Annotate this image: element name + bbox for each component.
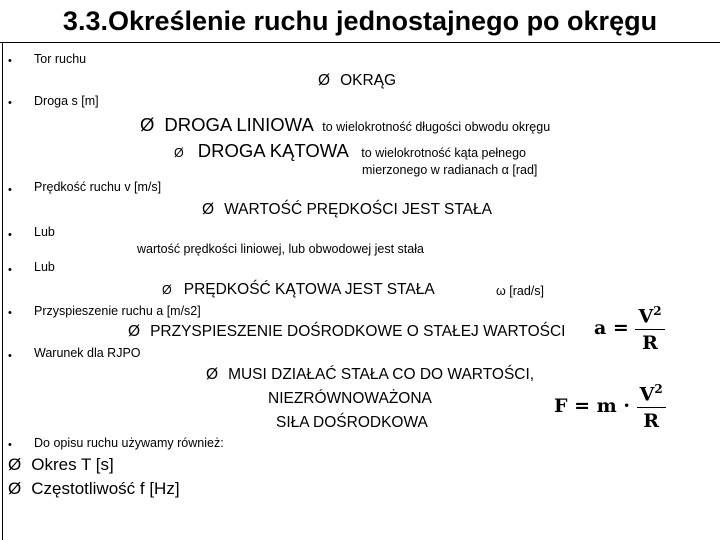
bullet-icon: •: [8, 97, 12, 109]
item-droga: Droga s [m]: [34, 94, 99, 108]
bullet-icon: •: [8, 264, 12, 276]
bullet-icon: •: [8, 229, 12, 241]
item-tor-ruchu: Tor ruchu: [34, 52, 87, 66]
musi-line-2: NIEZRÓWNOWAŻONA: [268, 390, 432, 407]
list-item-okres: Ø Okres T [s]: [8, 455, 114, 474]
arrow-icon: Ø: [202, 201, 215, 218]
bullet-icon: •: [8, 350, 12, 362]
title-underline: [0, 42, 720, 43]
formula-force: F = m · $\frac{V^2}{R}$: [554, 382, 666, 432]
katowa-unit: ω [rad/s]: [496, 284, 544, 298]
answer-droga-liniowa: Ø DROGA LINIOWA to wielokrotność długości obwodu okręgu: [140, 114, 551, 135]
item-opis: Do opisu ruchu używamy również:: [34, 436, 224, 450]
arrow-icon: Ø: [318, 72, 331, 89]
droga-katowa-note-2: mierzonego w radianach α [rad]: [362, 163, 538, 177]
page-title: 3.3.Określenie ruchu jednostajnego po okręgu: [62, 6, 658, 36]
item-lub-1: Lub: [34, 225, 55, 239]
bullet-icon: •: [8, 55, 12, 67]
item-przyspieszenie: Przyspieszenie ruchu a [m/s2]: [34, 304, 201, 318]
musi-line-3: SIŁA DOŚRODKOWA: [276, 414, 428, 431]
answer-okrag: Ø OKRĄG: [318, 72, 397, 89]
formula-acceleration: a = $\frac{V^2}{R}$: [594, 304, 665, 354]
item-predkosc: Prędkość ruchu v [m/s]: [34, 180, 162, 194]
arrow-icon: Ø: [128, 323, 141, 340]
answer-dosrodkowe: Ø PRZYSPIESZENIE DOŚRODKOWE O STAŁEJ WARTOŚCI: [128, 323, 566, 340]
answer-wartosc: Ø WARTOŚĆ PRĘDKOŚCI JEST STAŁA: [202, 201, 492, 218]
bullet-icon: •: [8, 184, 12, 196]
answer-droga-katowa: Ø DROGA KĄTOWA to wielokrotność kąta pełnego: [174, 140, 526, 161]
left-border: [2, 42, 3, 540]
item-warunek: Warunek dla RJPO: [34, 346, 141, 360]
item-lub-2: Lub: [34, 260, 55, 274]
arrow-icon: Ø: [206, 366, 219, 383]
bullet-icon: •: [8, 307, 12, 319]
fraction: $\frac{V^2}{R}$: [637, 382, 666, 432]
wartosc-note: wartość prędkości liniowej, lub obwodowej jest stała: [137, 242, 424, 256]
arrow-icon: Ø: [162, 283, 172, 297]
arrow-icon: Ø: [174, 146, 184, 160]
bullet-icon: •: [8, 439, 12, 451]
arrow-icon: Ø: [8, 479, 22, 498]
answer-katowa: Ø PRĘDKOŚĆ KĄTOWA JEST STAŁA: [162, 281, 435, 298]
arrow-icon: Ø: [8, 455, 22, 474]
fraction: $\frac{V^2}{R}$: [635, 304, 664, 354]
list-item-czestotliwosc: Ø Częstotliwość f [Hz]: [8, 479, 180, 498]
answer-musi: Ø MUSI DZIAŁAĆ STAŁA CO DO WARTOŚCI,: [206, 366, 535, 383]
arrow-icon: Ø: [140, 114, 155, 135]
